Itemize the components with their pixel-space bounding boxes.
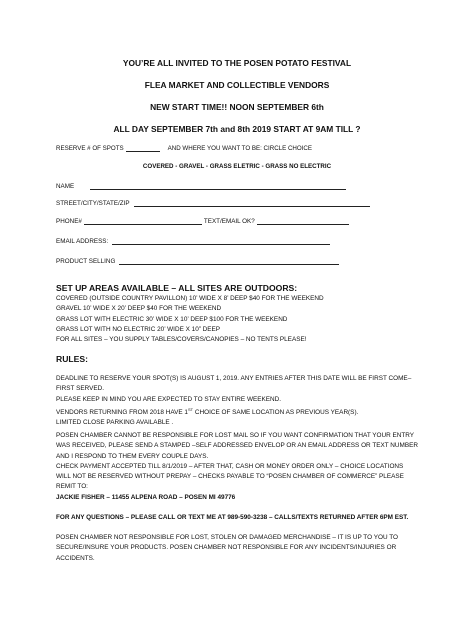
mail-line: WILL NOT BE RESERVED WITHOUT PREPAY – CHECKS PAYABLE TO “POSEN CHAMBER OF COMMERCE” PLEASE <box>56 473 404 481</box>
rule-line: DEADLINE TO RESERVE YOUR SPOT(S) IS AUGUST 1, 2019. ANY ENTRIES AFTER THIS DATE WILL BE FIRST COME– <box>56 375 412 382</box>
mail-line: CHECK PAYMENT ACCEPTED TILL 8/1/2019 – AFTER THAT, CASH OR MONEY ORDER ONLY – CHOICE LOCATIONS <box>56 462 404 470</box>
heading-line-1: YOU’RE ALL INVITED TO THE POSEN POTATO FESTIVAL <box>122 58 352 68</box>
rules-block <box>56 374 411 429</box>
email-label: EMAIL ADDRESS: <box>56 238 109 245</box>
setup-item: COVERED (OUTSIDE COUNTRY PAVILLON) 10’ WIDE X 8’ DEEP $40 FOR THE WEEKEND <box>56 295 324 302</box>
disclaimer-block <box>56 533 398 564</box>
phone-row <box>56 217 351 225</box>
rule-line: FIRST SERVED. <box>56 385 105 393</box>
rule-line: PLEASE KEEP IN MIND YOU ARE EXPECTED TO STAY ENTIRE WEEKEND. <box>56 395 282 403</box>
heading-line-3: NEW START TIME!! NOON SEPTEMBER 6th <box>150 102 324 112</box>
email-row <box>56 237 332 245</box>
disclaimer-line: SECURE/INSURE YOUR PRODUCTS. POSEN CHAMBER NOT RESPONSIBLE FOR ANY INCIDENTS/INJURIES OR <box>56 544 397 552</box>
product-row <box>56 257 341 265</box>
setup-item: GRASS LOT WITH NO ELECTRIC 20’ WIDE X 10” DEEP <box>56 325 221 333</box>
site-choices: COVERED - GRAVEL - GRASS ELETRIC - GRASS NO ELECTRIC <box>142 163 332 170</box>
mail-line: REMIT TO: <box>56 483 88 491</box>
name-blank[interactable] <box>90 182 346 190</box>
disclaimer-line: POSEN CHAMBER NOT RESPONSIBLE FOR LOST, STOLEN OR DAMAGED MERCHANDISE – IT IS UP TO YOU TO <box>56 534 398 541</box>
phone-label: PHONE# <box>56 218 82 225</box>
setup-item: FOR ALL SITES – YOU SUPPLY TABLES/COVERS/CANOPIES – NO TENTS PLEASE! <box>56 336 307 344</box>
reserve-spots-label: RESERVE # OF SPOTS <box>56 145 124 152</box>
address-blank[interactable] <box>134 199 370 207</box>
reserve-row <box>56 144 312 152</box>
reserve-where-label: AND WHERE YOU WANT TO BE: CIRCLE CHOICE <box>167 145 313 152</box>
setup-item: GRAVEL 10’ WIDE X 20’ DEEP $40 FOR THE WEEKEND <box>56 305 222 313</box>
heading-line-4: ALL DAY SEPTEMBER 7th and 8th 2019 START AT 9AM TILL ? <box>113 124 361 134</box>
setup-list <box>56 294 324 345</box>
product-blank[interactable] <box>119 257 339 265</box>
text-email-label: TEXT/EMAIL OK? <box>203 218 255 225</box>
product-label: PRODUCT SELLING <box>56 258 116 265</box>
email-blank[interactable] <box>112 237 330 245</box>
reserve-spots-blank[interactable] <box>126 144 160 152</box>
phone-blank[interactable] <box>84 217 202 225</box>
setup-item: GRASS LOT WITH ELECTRIC 30’ WIDE X 10’ DEEP $100 FOR THE WEEKEND <box>56 315 288 323</box>
remit-address: JACKIE FISHER – 11455 ALPENA ROAD – POSEN MI 49776 <box>56 493 236 501</box>
rule-returning: VENDORS RETURNING FROM 2018 HAVE 1ST CHOICE OF SAME LOCATION AS PREVIOUS YEAR(S). <box>56 406 359 417</box>
questions-line: FOR ANY QUESTIONS – PLEASE CALL OR TEXT ME AT 989-590-3238 – CALLS/TEXTS RETURNED AFTER 6PM EST. <box>56 514 409 521</box>
mail-line: WAS RECEIVED, PLEASE SEND A STAMPED –SELF ADDRESSED ENVELOP OR AN EMAIL ADDRESS OR TEXT NUMBER <box>56 442 418 450</box>
disclaimer-line: ACCIDENTS. <box>56 554 95 562</box>
name-row <box>56 182 348 190</box>
mail-line: AND I RESPOND TO THEM EVERY COUPLE DAYS. <box>56 452 209 460</box>
name-label: NAME <box>56 183 75 190</box>
heading-line-2: FLEA MARKET AND COLLECTIBLE VENDORS <box>144 80 330 90</box>
mail-block <box>56 431 418 503</box>
rule-line: LIMITED CLOSE PARKING AVAILABLE . <box>56 419 174 427</box>
address-label: STREET/CITY/STATE/ZIP <box>56 200 130 207</box>
text-email-blank[interactable] <box>257 217 349 225</box>
setup-title: SET UP AREAS AVAILABLE – ALL SITES ARE OUTDOORS: <box>56 283 298 293</box>
rules-title: RULES: <box>56 354 88 364</box>
mail-line: POSEN CHAMBER CANNOT BE RESPONSIBLE FOR LOST MAIL SO IF YOU WANT CONFIRMATION THAT YOUR ENTRY <box>56 432 415 439</box>
address-row <box>56 199 372 207</box>
